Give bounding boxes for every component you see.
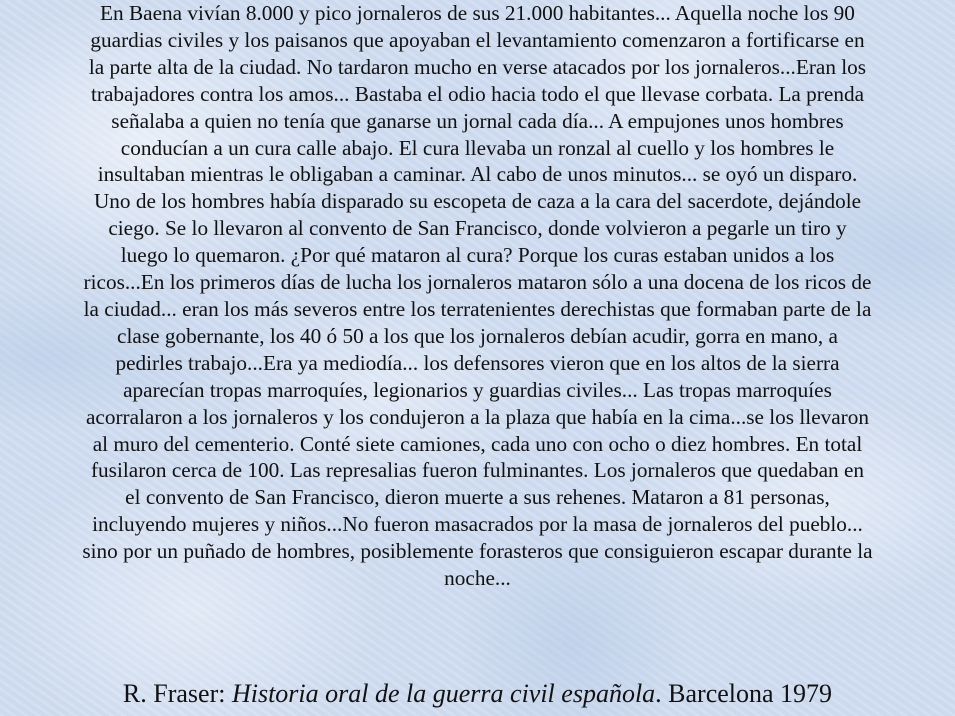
quote-line: señalaba a quien no tenía que ganarse un jornal cada día... A empujones unos hombres xyxy=(111,108,844,133)
quote-line: luego lo quemaron. ¿Por qué mataron al cura? Porque los curas estaban unidos a los xyxy=(120,243,835,268)
quote-line: conducían a un cura calle abajo. El cura llevaba un ronzal al cuello y los hombres le xyxy=(120,135,835,160)
quote-line: insultaban mientras le obligaban a caminar. Al cabo de unos minutos... se oyó un disparo. xyxy=(97,162,858,187)
quote-line: noche... xyxy=(444,566,511,591)
citation-author: R. Fraser: xyxy=(122,679,232,708)
quote-line: incluyendo mujeres y niños...No fueron masacrados por la masa de jornaleros del pueblo... xyxy=(92,512,863,537)
quote-line: aparecían tropas marroquíes, legionarios y guardias civiles... Las tropas marroquíes xyxy=(123,377,832,402)
quote-line: En Baena vivían 8.000 y pico jornaleros de sus 21.000 habitantes... Aquella noche los 90 xyxy=(100,1,855,25)
quote-line: ricos...En los primeros días de lucha los jornaleros mataron sólo a una docena de los ricos de xyxy=(83,270,872,295)
quote-line: al muro del cementerio. Conté siete camiones, cada uno con ocho o diez hombres. En total xyxy=(92,431,863,456)
quote-text xyxy=(4,0,951,592)
quote-line: la ciudad... eran los más severos entre los terratenientes derechistas que formaban parte de la xyxy=(83,296,872,321)
citation-place-year: . Barcelona 1979 xyxy=(655,679,833,708)
quote-line: el convento de San Francisco, dieron muerte a sus rehenes. Mataron a 81 personas, xyxy=(125,485,830,510)
quote-line: acorralaron a los jornaleros y los condujeron a la plaza que había en la cima...se los llevaron xyxy=(85,404,870,429)
quote-line: ciego. Se lo llevaron al convento de San Francisco, donde volvieron a pegarle un tiro y xyxy=(108,216,847,241)
quote-line: sino por un puñado de hombres, posiblemente forasteros que consiguieron escapar durante la xyxy=(82,539,873,564)
quote-line: trabajadores contra los amos... Bastaba el odio hacia todo el que llevase corbata. La prenda xyxy=(90,81,865,106)
quote-line: clase gobernante, los 40 ó 50 a los que los jornaleros debían acudir, gorra en mano, a xyxy=(117,323,838,348)
quote-line: Uno de los hombres había disparado su escopeta de caza a la cara del sacerdote, dejándole xyxy=(93,189,862,214)
quote-line: guardias civiles y los paisanos que apoyaban el levantamiento comenzaron a fortificarse en xyxy=(90,27,865,52)
quote-line: pedirles trabajo...Era ya mediodía... los defensores vieron que en los altos de la sierra xyxy=(115,350,840,375)
citation xyxy=(0,678,955,710)
quote-line: la parte alta de la ciudad. No tardaron mucho en verse atacados por los jornaleros...Eran los xyxy=(88,54,867,79)
quote-line: fusilaron cerca de 100. Las represalias fueron fulminantes. Los jornaleros que quedaban en xyxy=(90,458,865,483)
citation-book-title: Historia oral de la guerra civil española xyxy=(231,679,656,708)
